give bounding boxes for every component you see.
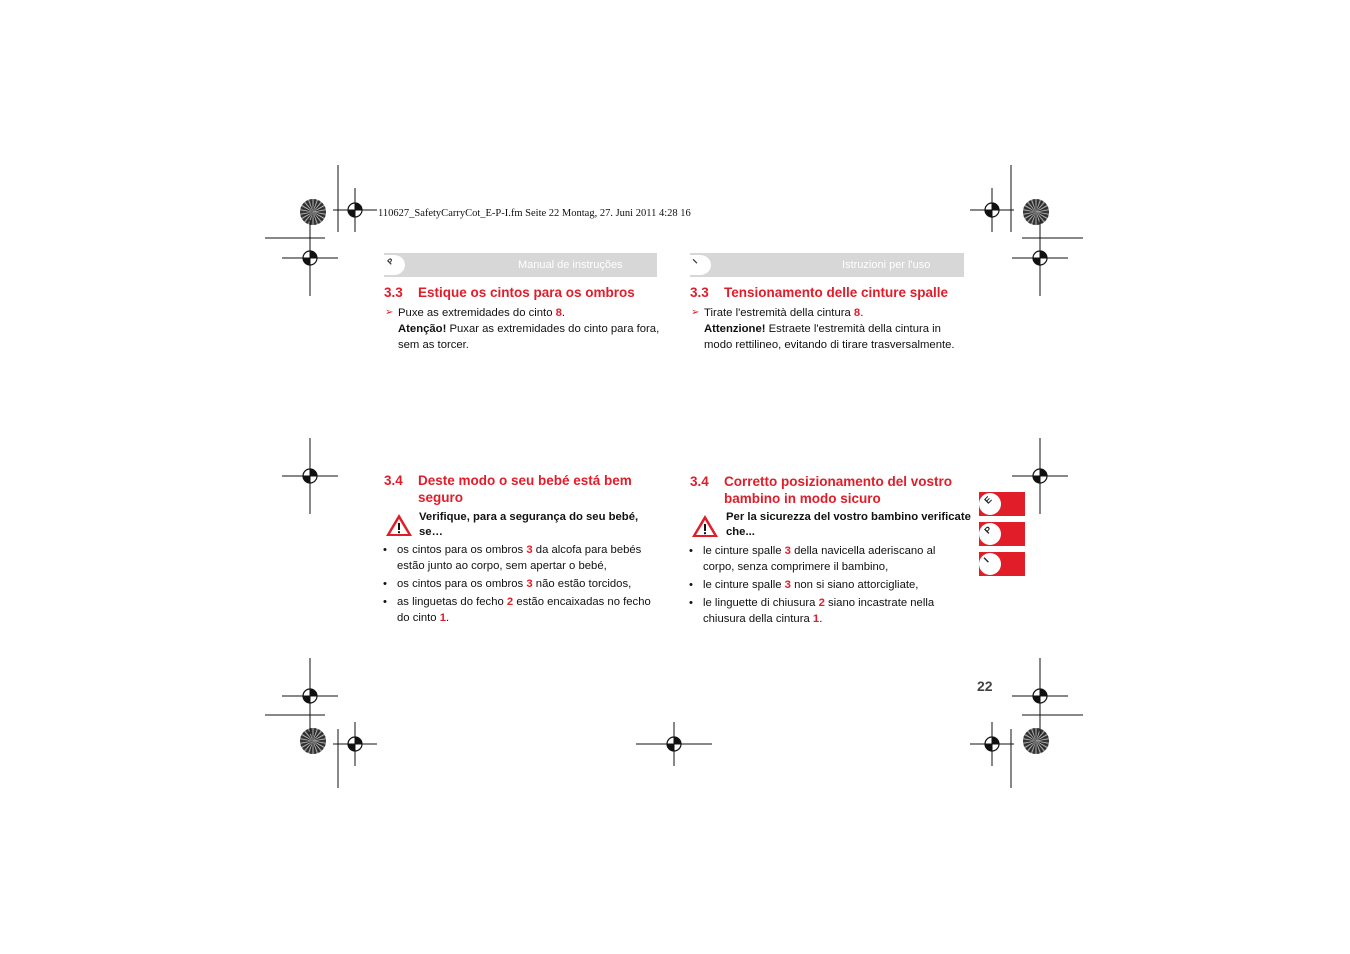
language-letter: I	[691, 257, 700, 266]
language-bar-italian	[690, 253, 964, 277]
warning-triangle-icon	[691, 514, 719, 538]
arrow-icon: ➢	[691, 307, 700, 318]
list-item: • le cinture spalle 3 della navicella aderiscano al corpo, senza comprimere il bambino,	[690, 543, 960, 575]
section-title: Deste modo o seu bebé está bem seguro	[418, 473, 632, 505]
list-item: • os cintos para os ombros 3 da alcofa para bebés estão junto ao corpo, sem apertar o bebé,	[384, 542, 654, 574]
instruction-text: Tirate l'estremità della cintura 8. Attenzione! Estraete l'estremità della cintura in modo rettilineo, evitando di tirare trasversalmente.	[704, 307, 955, 351]
section-title: Estique os cintos para os ombros	[418, 285, 635, 300]
language-bar-portuguese	[384, 253, 657, 277]
page-number: 22	[977, 678, 993, 694]
list-item: • le linguette di chiusura 2 siano incastrate nella chiusura della cintura 1.	[690, 595, 960, 627]
list-item: • os cintos para os ombros 3 não estão torcidos,	[384, 576, 654, 592]
side-tab-letter: I	[981, 555, 991, 565]
arrow-icon: ➢	[385, 307, 394, 318]
section-number: 3.4	[384, 473, 403, 488]
warning-triangle-icon	[385, 513, 413, 537]
list-item: • le cinture spalle 3 non si siano attorcigliate,	[690, 577, 960, 593]
language-tab	[689, 255, 711, 275]
bar-title: Istruzioni per l'uso	[842, 259, 931, 271]
section-number: 3.3	[690, 285, 709, 300]
check-list	[384, 542, 654, 628]
instruction-text: Puxe as extremidades do cinto 8. Atenção! Puxar as extremidades do cinto para fora, sem as torcer.	[398, 307, 660, 351]
language-letter: P	[385, 256, 396, 267]
warning-text: Verifique, para a segurança do seu bebé, se…	[419, 511, 639, 538]
section-number: 3.4	[690, 474, 709, 489]
warning-text: Per la sicurezza del vostro bambino verificate che...	[726, 511, 971, 538]
side-tab-letter: E	[982, 494, 994, 506]
side-tab-p	[979, 522, 1025, 546]
side-tab-letter: P	[982, 524, 994, 536]
section-title: Tensionamento delle cinture spalle	[724, 285, 949, 300]
language-tab	[383, 255, 405, 275]
side-tab-e	[979, 492, 1025, 516]
file-header: 110627_SafetyCarryCot_E-P-I.fm Seite 22 Montag, 27. Juni 2011 4:28 16	[378, 208, 691, 219]
section-number: 3.3	[384, 285, 403, 300]
check-list	[690, 543, 960, 629]
bar-title: Manual de instruções	[518, 259, 623, 271]
side-tab-i	[979, 552, 1025, 576]
list-item: • as linguetas do fecho 2 estão encaixadas no fecho do cinto 1.	[384, 594, 654, 626]
section-title: Corretto posizionamento del vostro bambino in modo sicuro	[724, 474, 953, 506]
